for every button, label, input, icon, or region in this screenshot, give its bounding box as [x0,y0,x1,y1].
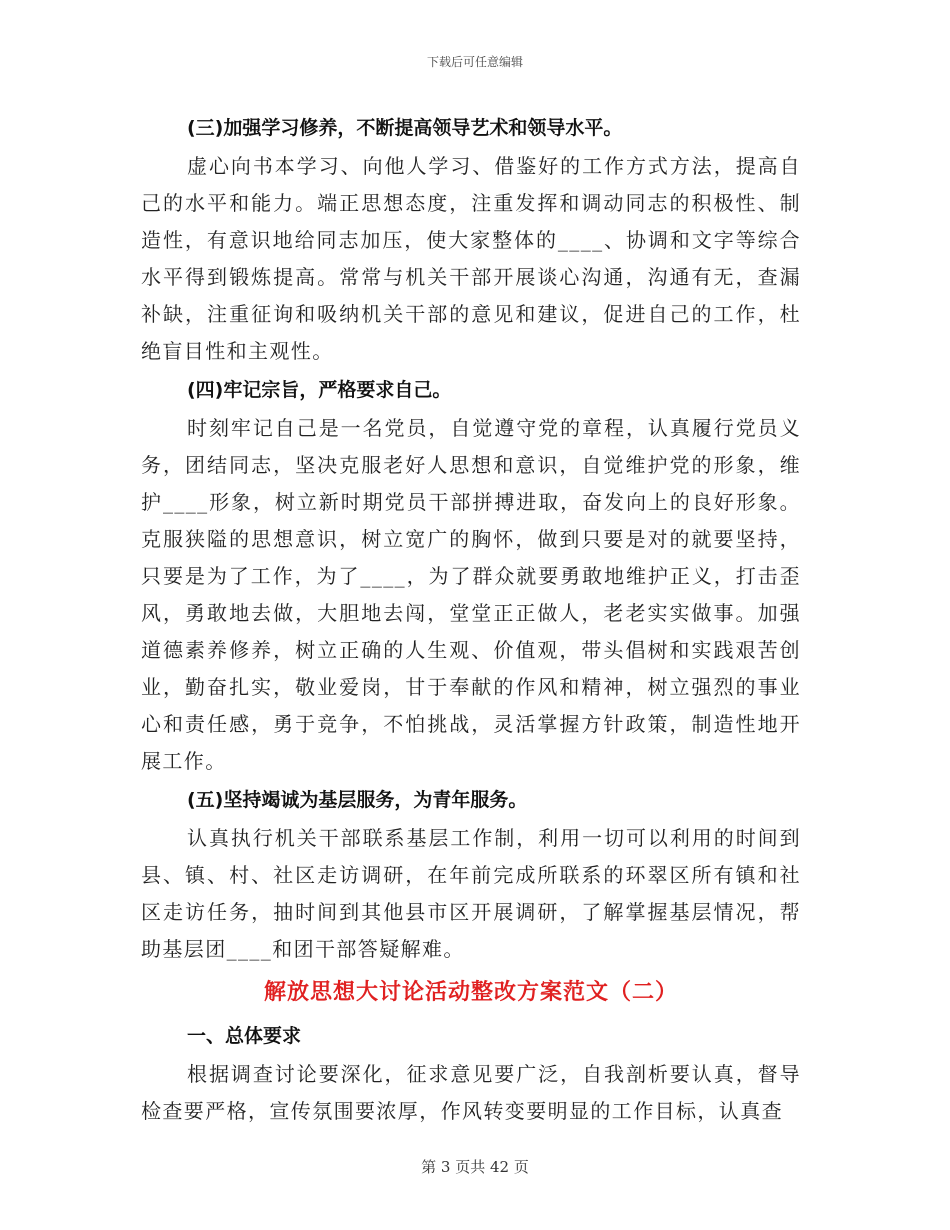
section-paragraph-5: 认真执行机关干部联系基层工作制，利用一切可以利用的时间到县、镇、村、社区走访调研，在年前完成所联系的环翠区所有镇和社区走访任务，抽时间到其他县市区开展调研，了解掌握基层情况，帮助基层团____和团干部答疑解难。 [141,826,801,961]
overall-requirements-paragraph: 根据调查讨论要深化，征求意见要广泛，自我剖析要认真，督导检查要严格，宣传氛围要浓厚，作风转变要明显的工作目标，认真查 [141,1062,801,1123]
header-note: 下载后可任意编辑 [426,55,523,69]
section-heading-4: (四)牢记宗旨，严格要求自己。 [187,379,452,401]
document-body [141,108,801,1130]
section-heading-3: (三)加强学习修养，不断提高领导艺术和领导水平。 [187,117,623,139]
page-number: 第 3 页共 42 页 [421,1158,529,1176]
section-paragraph-4: 时刻牢记自己是一名党员，自觉遵守党的章程，认真履行党员义务，团结同志，坚决克服老好人思想和意识，自觉维护党的形象，维护____形象，树立新时期党员干部拼搏进取，奋发向上的良好形象。克服狭隘的思想意识，树立宽广的胸怀，做到只要是对的就要坚持，只要是为了工作，为了____，为了群众就要勇敢地维护正义，打击歪风，勇敢地去做，大胆地去闯，堂堂正正做人，老老实实做事。加强道德素养修养，树立正确的人生观、价值观，带头倡树和实践艰苦创业，勤奋扎实，敬业爱岗，甘于奉献的作风和精神，树立强烈的事业心和责任感，勇于竞争，不怕挑战，灵活掌握方针政策，制造性地开展工作。 [141,416,801,773]
section-heading-5: (五)坚持竭诚为基层服务，为青年服务。 [187,789,528,811]
overall-requirements-heading: 一、总体要求 [187,1025,302,1047]
section-paragraph-3: 虚心向书本学习、向他人学习、借鉴好的工作方式方法，提高自己的水平和能力。端正思想态度，注重发挥和调动同志的积极性、制造性，有意识地给同志加压，使大家整体的____、协调和文字等综合水平得到锻炼提高。常常与机关干部开展谈心沟通，沟通有无，查漏补缺，注重征询和吸纳机关干部的意见和建议，促进自己的工作，杜绝盲目性和主观性。 [141,154,801,363]
document-title: 解放思想大讨论活动整改方案范文（二） [263,980,678,1005]
